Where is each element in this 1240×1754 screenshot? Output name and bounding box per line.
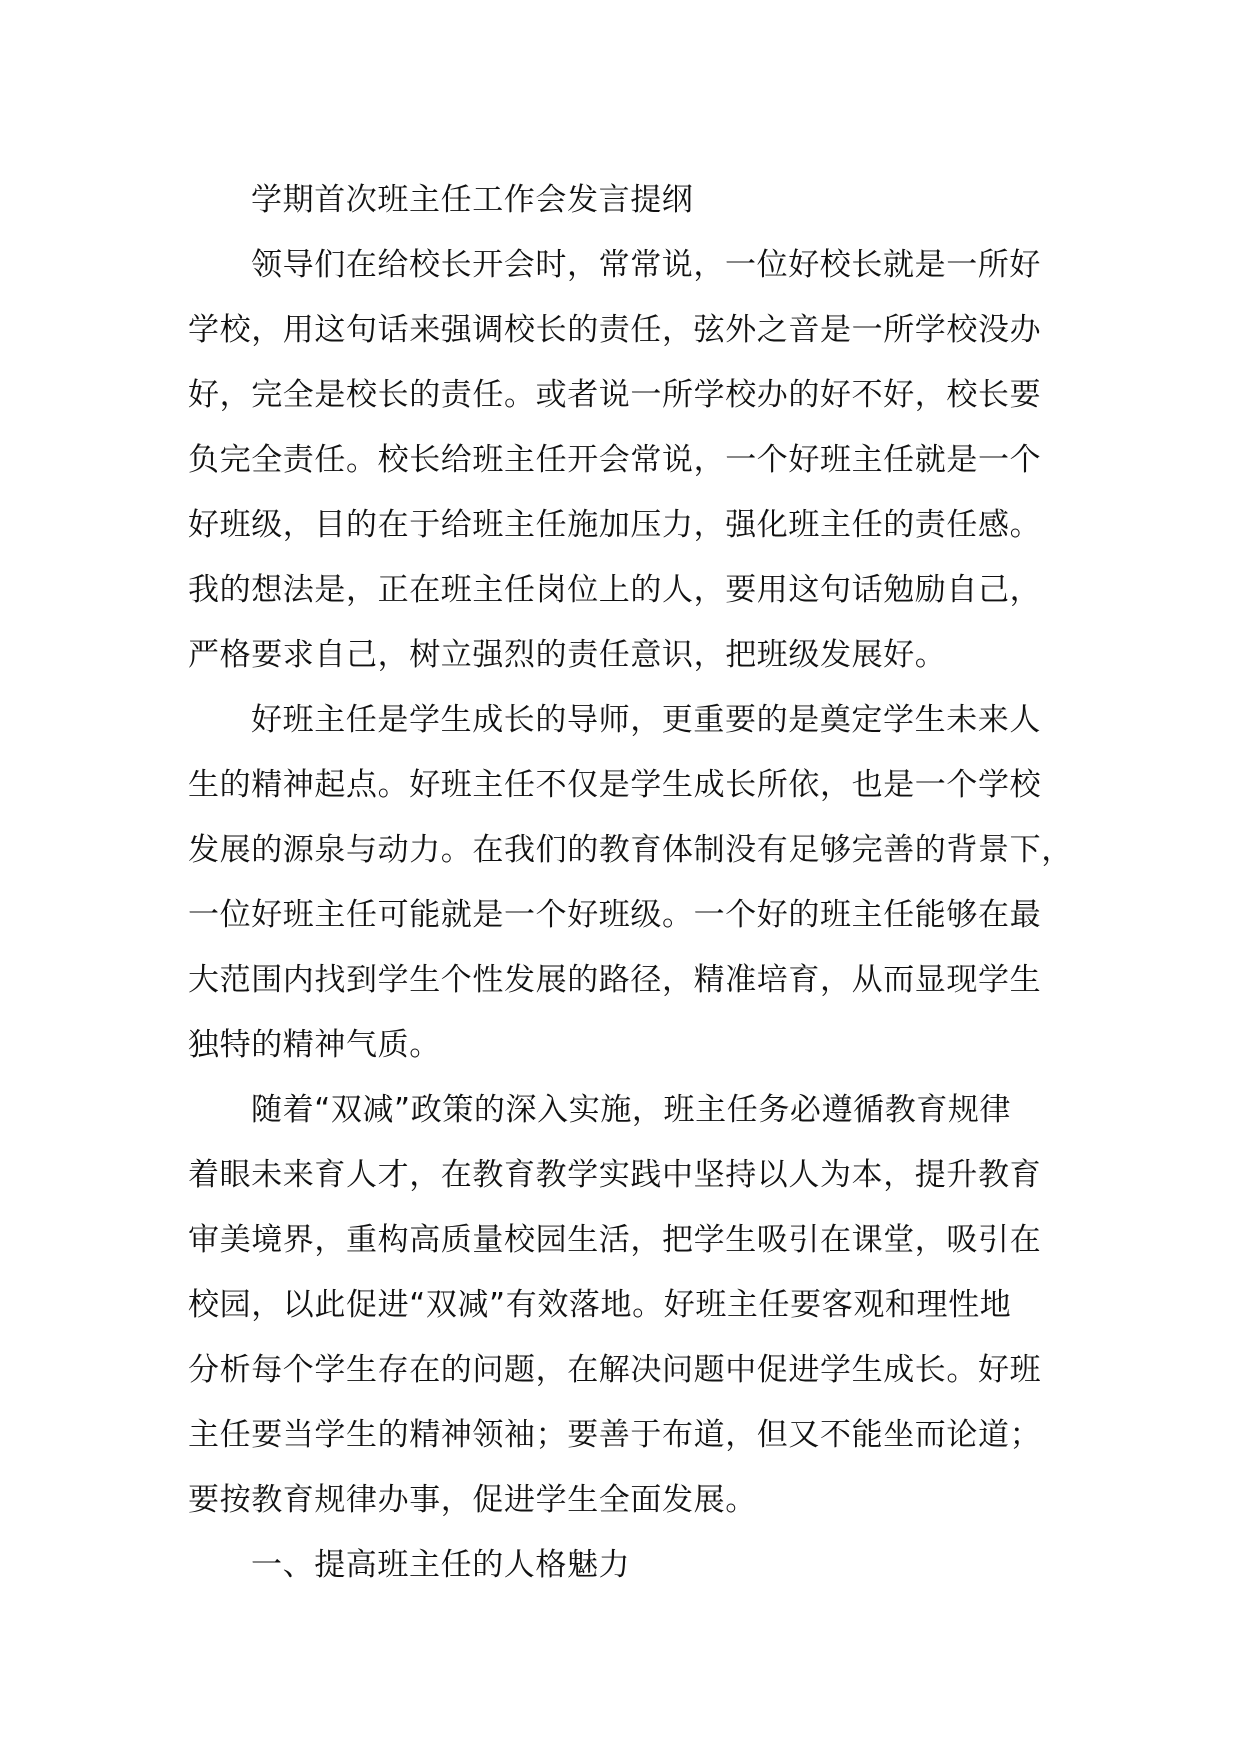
- paragraph-line: 我的想法是，正在班主任岗位上的人，要用这句话勉励自己，: [188, 572, 1042, 608]
- paragraph-line: 发展的源泉与动力。在我们的教育体制没有足够完善的背景下，: [188, 832, 1073, 868]
- paragraph-line: 学校，用这句话来强调校长的责任，弦外之音是一所学校没办: [188, 312, 1042, 348]
- paragraph-line: 大范围内找到学生个性发展的路径，精准培育，从而显现学生: [188, 962, 1042, 998]
- paragraph-line: 独特的精神气质。: [188, 1027, 441, 1063]
- paragraph-line: 主任要当学生的精神领袖；要善于布道，但又不能坐而论道；: [188, 1417, 1042, 1453]
- paragraph-line: 严格要求自己，树立强烈的责任意识，把班级发展好。: [188, 637, 947, 673]
- paragraph-line: 好班级，目的在于给班主任施加压力，强化班主任的责任感。: [188, 507, 1042, 543]
- document-title: 学期首次班主任工作会发言提纲: [251, 182, 694, 218]
- paragraph-line: 分析每个学生存在的问题，在解决问题中促进学生成长。好班: [188, 1352, 1042, 1388]
- paragraph-line: 审美境界，重构高质量校园生活，把学生吸引在课堂，吸引在: [188, 1222, 1042, 1258]
- paragraph-2: [188, 688, 1088, 1078]
- paragraph-line: 校园，以此促进“双减”有效落地。好班主任要客观和理性地: [188, 1287, 1012, 1323]
- paragraph-line: 好班主任是学生成长的导师，更重要的是奠定学生未来人: [251, 702, 1041, 738]
- document-body: [188, 168, 1088, 1598]
- paragraph-line: 要按教育规律办事，促进学生全面发展。: [188, 1482, 757, 1518]
- section-heading: 一、提高班主任的人格魅力: [251, 1547, 631, 1583]
- paragraph-line: 着眼未来育人才，在教育教学实践中坚持以人为本，提升教育: [188, 1157, 1042, 1193]
- paragraph-1: [188, 233, 1088, 688]
- paragraph-line: 一位好班主任可能就是一个好班级。一个好的班主任能够在最: [188, 897, 1042, 933]
- paragraph-line: 好，完全是校长的责任。或者说一所学校办的好不好，校长要: [188, 377, 1042, 413]
- paragraph-line: 生的精神起点。好班主任不仅是学生成长所依，也是一个学校: [188, 767, 1042, 803]
- paragraph-line: 随着“双减”政策的深入实施，班主任务必遵循教育规律: [251, 1092, 1012, 1128]
- paragraph-3: [188, 1078, 1088, 1533]
- paragraph-line: 负完全责任。校长给班主任开会常说，一个好班主任就是一个: [188, 442, 1042, 478]
- paragraph-line: 领导们在给校长开会时，常常说，一位好校长就是一所好: [251, 247, 1041, 283]
